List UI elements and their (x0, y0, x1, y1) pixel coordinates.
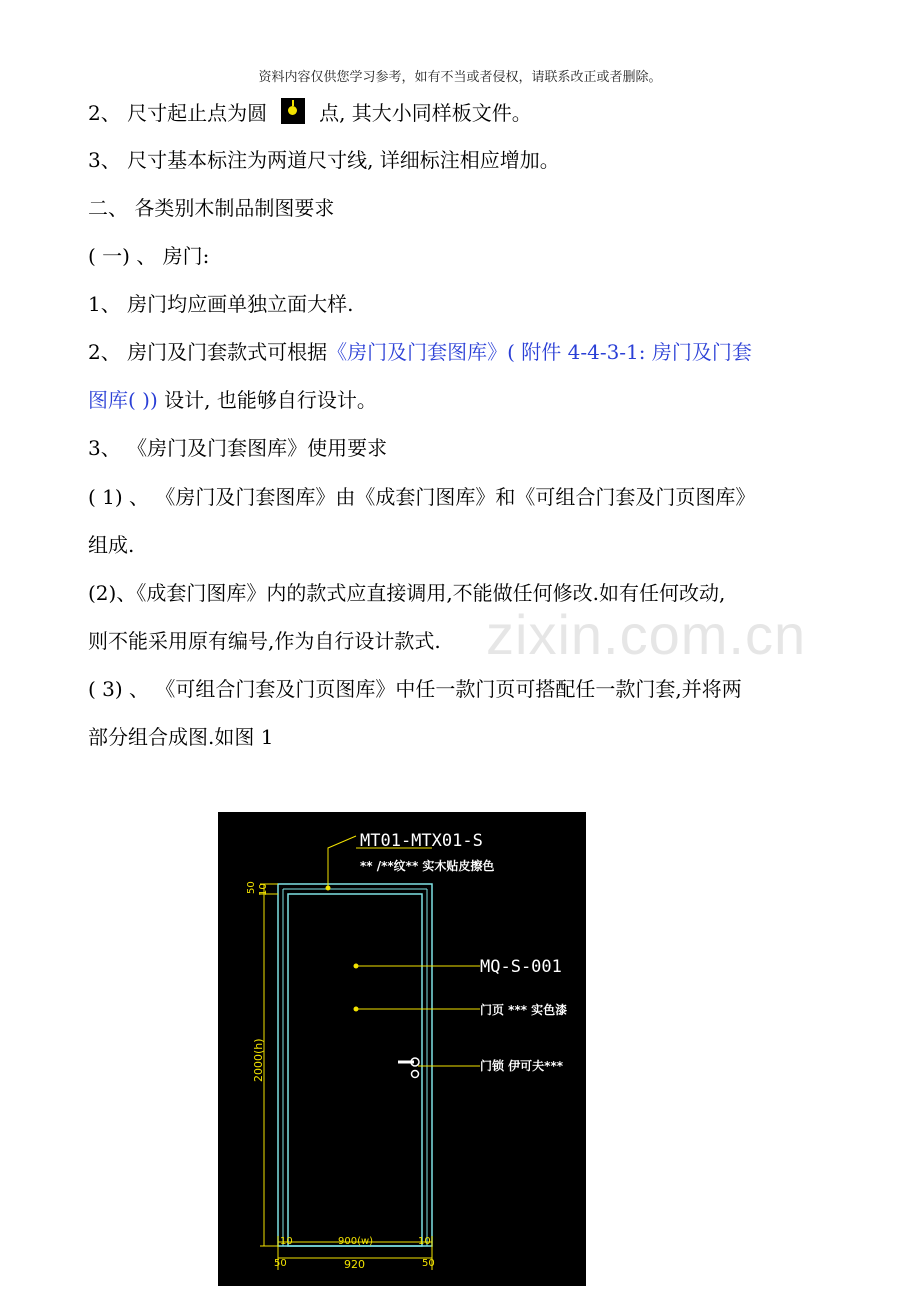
line-text: 2、 房门及门套款式可根据 (88, 340, 328, 364)
dim-right-50: 50 (422, 1258, 435, 1269)
door-item-3: 3、 《房门及门套图库》使用要求 (88, 436, 388, 460)
line-text: 2、 尺寸起止点为圆 (88, 101, 268, 125)
dim-top-50: 50 (246, 881, 257, 894)
dim-height: 2000(h) (252, 1038, 265, 1082)
door-item-1: 1、 房门均应画单独立面大样. (88, 292, 354, 316)
usage-1: ( 1) 、 《房门及门套图库》由《成套门图库》和《可组合门套及门页图库》 (88, 485, 756, 509)
door-elevation-figure (218, 812, 586, 1286)
page-header-notice: 资料内容仅供您学习参考，如有不当或者侵权，请联系改正或者删除。 (258, 70, 662, 85)
dim-top-10: 10 (258, 883, 269, 896)
dim-right-10: 10 (418, 1236, 431, 1247)
line-text: 设计, 也能够自行设计。 (157, 388, 377, 412)
door-library-link-cont[interactable]: 图库( )) (88, 388, 158, 412)
watermark: zixin.com.cn (486, 603, 807, 666)
subsection-door: ( 一) 、 房门: (88, 244, 210, 268)
usage-3-cont: 部分组合成图.如图 1 (88, 725, 274, 749)
item-3-dimension-lines: 3、 尺寸基本标注为两道尺寸线, 详细标注相应增加。 (88, 148, 560, 172)
lock-note: 门锁 伊可夫*** (480, 1059, 564, 1073)
leaf-finish-note: 门页 *** 实色漆 (480, 1003, 568, 1017)
dim-left-50: 50 (274, 1258, 287, 1269)
usage-2: (2)、《成套门图库》内的款式应直接调用,不能做任何修改.如有任何改动, (88, 581, 726, 605)
frame-material-note: ** /**纹** 实木贴皮擦色 (360, 859, 495, 873)
frame-leader-line (328, 836, 356, 888)
door-item-2 (88, 338, 848, 366)
dim-left-10: 10 (280, 1236, 293, 1247)
door-item-2-cont (88, 386, 848, 414)
usage-2-cont: 则不能采用原有编号,作为自行设计款式. (88, 629, 441, 653)
section-heading-2: 二、 各类别木制品制图要求 (88, 196, 335, 220)
dim-total-width: 920 (344, 1258, 365, 1271)
line-text: 点, 其大小同样板文件。 (319, 101, 532, 125)
usage-1-cont: 组成. (88, 533, 135, 557)
circle-point-marker-icon (281, 98, 305, 124)
frame-leader-dot (326, 886, 331, 891)
usage-3: ( 3) 、 《可组合门套及门页图库》中任一款门页可搭配任一款门套,并将两 (88, 677, 742, 701)
leaf-code-label: MQ-S-001 (480, 957, 562, 977)
item-2-size-start-point (88, 98, 848, 127)
door-frame-inner (288, 894, 422, 1246)
lock-keyhole-icon (412, 1071, 419, 1078)
dim-width: 900(w) (338, 1236, 374, 1247)
frame-code-label: MT01-MTX01-S (360, 831, 483, 851)
door-library-link[interactable]: 《房门及门套图库》( 附件 4-4-3-1: 房门及门套 (327, 340, 752, 364)
door-frame-outer (278, 884, 432, 1246)
door-elevation-drawing (218, 812, 586, 1286)
